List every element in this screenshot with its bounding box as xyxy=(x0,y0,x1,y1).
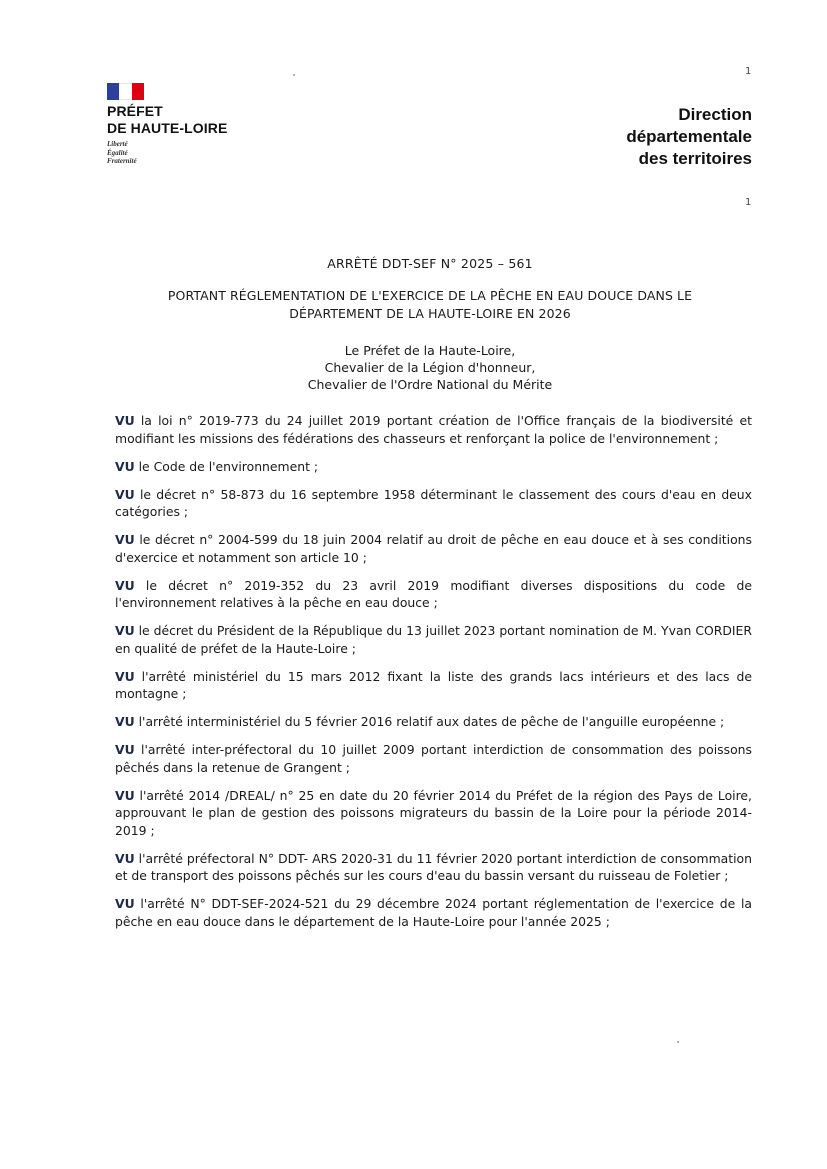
considerant-text: le décret du Président de la République du 13 juillet 2023 portant nomination de M. Yvan CORDIER en qualité de préfet de la Haute-Loire ; xyxy=(115,623,752,656)
considerant-prefix: VU xyxy=(115,896,135,911)
considerant-prefix: VU xyxy=(115,742,135,757)
considerant-item xyxy=(115,486,752,521)
considerant-text: l'arrêté ministériel du 15 mars 2012 fixant la liste des grands lacs intérieurs et des lacs de montagne ; xyxy=(115,668,752,701)
decree-subject-line-1: PORTANT RÉGLEMENTATION DE L'EXERCICE DE LA PÊCHE EN EAU DOUCE DANS LE xyxy=(167,288,693,303)
decree-subject xyxy=(110,287,750,323)
logo-title-line-1: PRÉFET xyxy=(107,103,163,119)
considerant-prefix: VU xyxy=(115,486,135,502)
decree-number: ARRÊTÉ DDT-SEF N° 2025 – 561 xyxy=(327,256,533,271)
considerant-text: le décret n° 2019-352 du 23 avril 2019 modifiant diverses dispositions du code de l'environnement relatives à la pêche en eau douce ; xyxy=(115,577,752,610)
decree-title xyxy=(110,255,750,323)
prefecture-logo xyxy=(107,83,257,166)
considerant-text: l'arrêté inter-préfectoral du 10 juillet 2009 portant interdiction de consommation des poissons pêchés dans la retenue de Grangent ; xyxy=(115,742,752,775)
scan-speck xyxy=(293,74,295,76)
considerant-item xyxy=(115,787,752,840)
considerant-prefix: VU xyxy=(115,623,135,638)
considerant-item xyxy=(115,741,752,776)
considerant-item xyxy=(115,458,752,476)
considerants-list xyxy=(115,412,752,941)
considerant-text: le décret n° 2004-599 du 18 juin 2004 relatif au droit de pêche en eau douce et à ses conditions d'exercice et notamment son article 10 ; xyxy=(115,532,752,565)
authority-line-3: Chevalier de l'Ordre National du Mérite xyxy=(307,377,553,392)
considerant-item xyxy=(115,895,752,930)
considerant-text: l'arrêté interministériel du 5 février 2016 relatif aux dates de pêche de l'anguille européenne ; xyxy=(138,714,725,729)
authority-line-2: Chevalier de la Légion d'honneur, xyxy=(324,360,536,375)
considerant-text: le Code de l'environnement ; xyxy=(138,458,319,474)
considerant-prefix: VU xyxy=(115,458,135,474)
direction-line-1: Direction xyxy=(678,105,752,124)
considerant-prefix: VU xyxy=(115,787,135,803)
considerant-prefix: VU xyxy=(115,850,135,866)
considerant-text: l'arrêté préfectoral N° DDT- ARS 2020-31 du 11 février 2020 portant interdiction de consommation et de transport des poissons pêchés sur les cours d'eau du bassin versant du ruisseau de Foletier ; xyxy=(115,850,752,883)
considerant-text: l'arrêté 2014 /DREAL/ n° 25 en date du 20 février 2014 du Préfet de la région des Pays de Loire, approuvant le plan de gestion des poissons migrateurs du bassin de la Loire pour la période 2014-2019 ; xyxy=(115,787,752,838)
considerant-item xyxy=(115,668,752,703)
authority-line-1: Le Préfet de la Haute-Loire, xyxy=(344,343,516,358)
direction-line-2: départementale xyxy=(626,127,752,146)
considerant-prefix: VU xyxy=(115,714,135,729)
considerant-item xyxy=(115,577,752,612)
marianne-flag-icon xyxy=(107,83,144,100)
considerant-item xyxy=(115,622,752,657)
motto-liberte: Liberté xyxy=(107,140,128,148)
page-number-mid: 1 xyxy=(745,197,752,208)
logo-title-line-2: DE HAUTE-LOIRE xyxy=(107,120,228,136)
decree-subject-line-2: DÉPARTEMENT DE LA HAUTE-LOIRE EN 2026 xyxy=(289,306,571,321)
issuing-direction xyxy=(626,104,752,170)
considerant-prefix: VU xyxy=(115,413,135,428)
considerant-item xyxy=(115,713,752,731)
considerant-item xyxy=(115,850,752,885)
considerant-text: l'arrêté N° DDT-SEF-2024-521 du 29 décembre 2024 portant réglementation de l'exercice de la pêche en eau douce dans le département de la Haute-Loire pour l'année 2025 ; xyxy=(115,896,752,929)
republic-motto xyxy=(107,140,257,166)
considerant-prefix: VU xyxy=(115,532,135,547)
motto-fraternite: Fraternité xyxy=(107,157,137,165)
considerant-item xyxy=(115,531,752,566)
considerant-text: le décret n° 58-873 du 16 septembre 1958 déterminant le classement des cours d'eau en deux catégories ; xyxy=(115,486,752,519)
scan-speck xyxy=(677,1041,679,1043)
considerant-prefix: VU xyxy=(115,668,135,684)
considerant-item xyxy=(115,412,752,447)
motto-egalite: Égalité xyxy=(107,148,128,157)
considerant-text: la loi n° 2019-773 du 24 juillet 2019 portant création de l'Office français de la biodiversité et modifiant les missions des fédérations des chasseurs et renforçant la police de l'environnement ; xyxy=(115,413,752,446)
direction-line-3: des territoires xyxy=(638,149,752,168)
page-number-top: 1 xyxy=(745,66,752,77)
issuing-authority xyxy=(110,342,750,393)
considerant-prefix: VU xyxy=(115,577,135,593)
